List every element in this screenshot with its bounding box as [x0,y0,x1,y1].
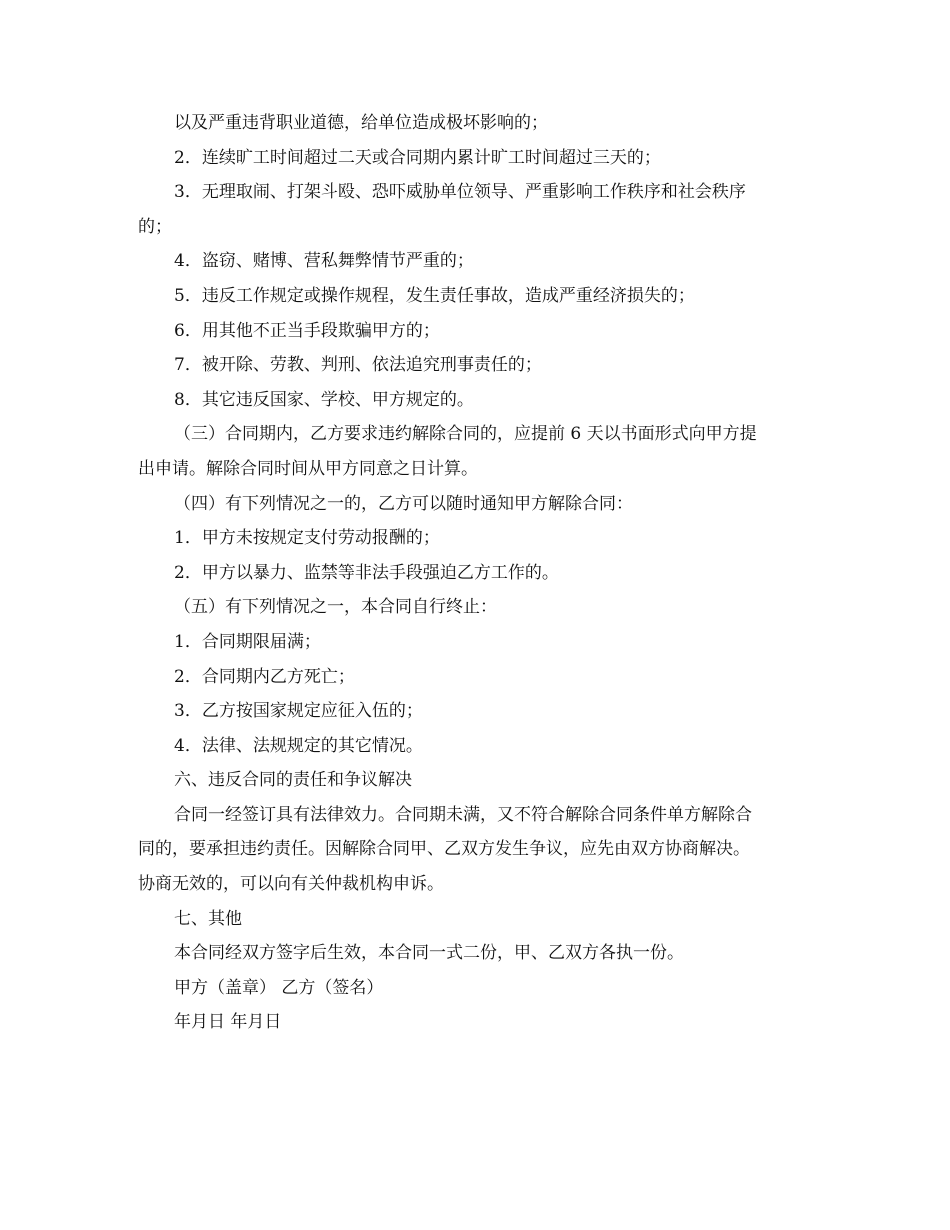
section-heading: 六、违反合同的责任和争议解决 [174,770,412,791]
text-line: 出申请。解除合同时间从甲方同意之日计算。 [138,458,478,479]
list-item: 1．合同期限届满； [174,631,321,652]
clause-paragraph: （四）有下列情况之一的，乙方可以随时通知甲方解除合同： [174,493,633,514]
document-body [138,112,814,1046]
list-item: 2．甲方以暴力、监禁等非法手段强迫乙方工作的。 [174,562,559,583]
list-item: 4．法律、法规规定的其它情况。 [174,735,423,756]
text-line: 合同一经签订具有法律效力。合同期未满，又不符合解除合同条件单方解除合 [174,804,752,825]
list-item: 5．违反工作规定或操作规程，发生责任事故，造成严重经济损失的； [174,285,695,306]
list-item: 4．盗窃、赌博、营私舞弊情节严重的； [174,251,474,272]
section-heading: 七、其他 [174,908,242,929]
list-item: 2．连续旷工时间超过二天或合同期内累计旷工时间超过三天的； [174,147,661,168]
list-item: 3．无理取闹、打架斗殴、恐吓威胁单位领导、严重影响工作秩序和社会秩序 [174,182,746,203]
list-item: 3．乙方按国家规定应征入伍的； [174,701,423,722]
clause-paragraph: （五）有下列情况之一，本合同自行终止： [174,597,497,618]
list-item: 6．用其他不正当手段欺骗甲方的； [174,320,440,341]
text-line: 以及严重违背职业道德，给单位造成极坏影响的； [174,113,548,133]
text-line: 同的，要承担违约责任。因解除合同甲、乙双方发生争议，应先由双方协商解决。 [138,839,750,860]
date-labels: 年月日 年月日 [174,1012,282,1033]
signature-labels: 甲方（盖章） 乙方（签名） [174,977,384,998]
clause-paragraph: （三）合同期内，乙方要求违约解除合同的，应提前 6 天以书面形式向甲方提 [174,424,757,445]
text-line: 本合同经双方签字后生效，本合同一式二份，甲、乙双方各执一份。 [174,943,684,964]
list-item: 2．合同期内乙方死亡； [174,666,355,687]
text-line: 协商无效的，可以向有关仲裁机构申诉。 [138,874,444,895]
list-item: 1．甲方未按规定支付劳动报酬的； [174,528,440,549]
text-line: 的； [138,216,172,237]
list-item: 7．被开除、劳教、判刑、依法追究刑事责任的； [174,355,542,376]
list-item: 8．其它违反国家、学校、甲方规定的。 [174,389,474,410]
